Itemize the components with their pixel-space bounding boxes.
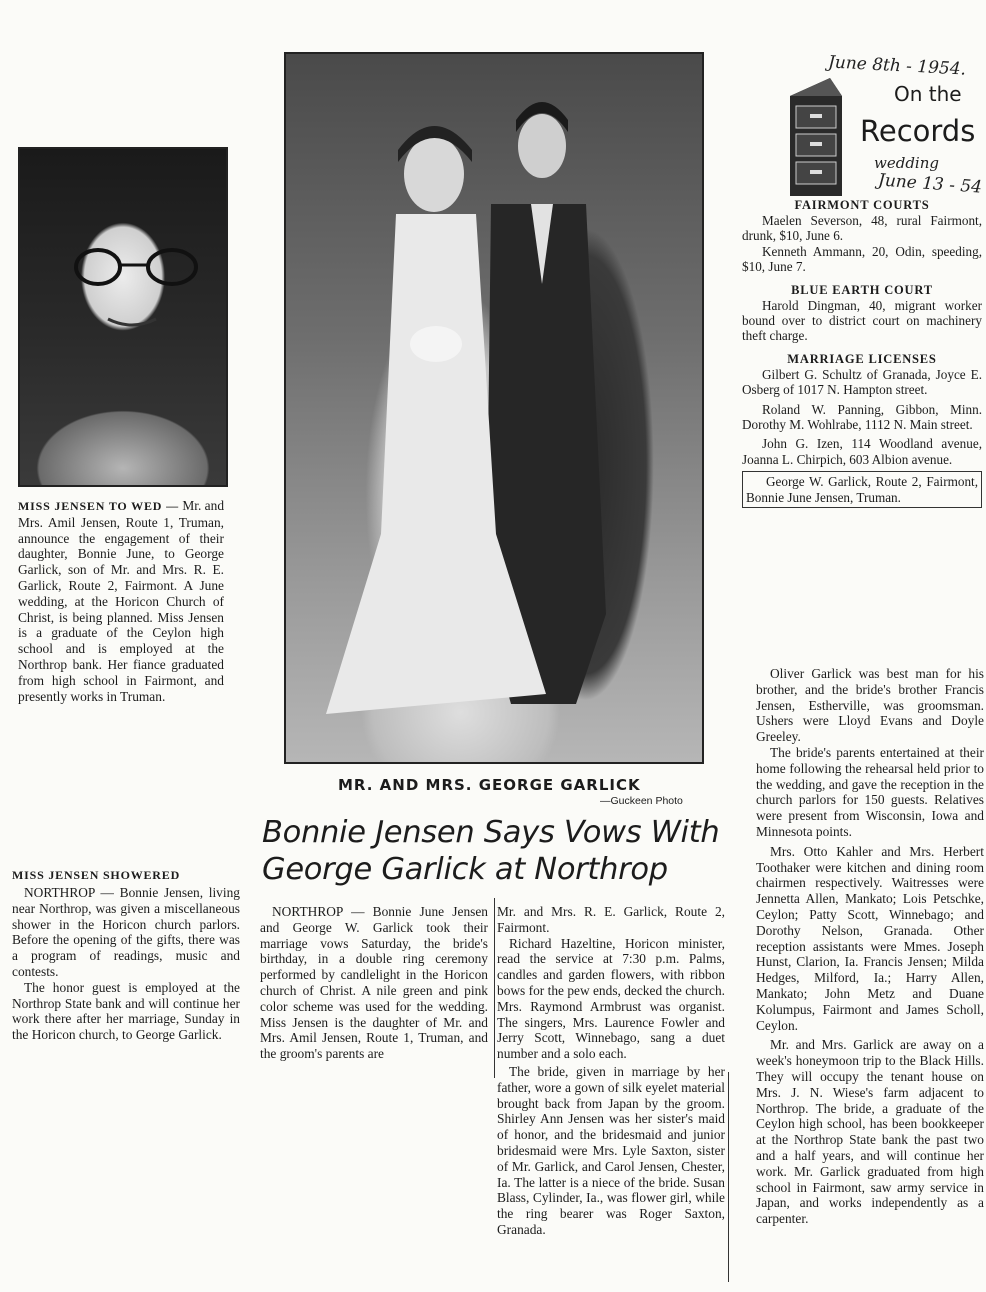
article-col-b-p3: The bride, given in marriage by her father, wore a gown of silk eyelet material brought back from Japan by the groom. Shirley Ann Jensen was her sister's maid of honor, and the bridesmaid and junior bridesmaid were Mrs. Lyle Saxton, sister of Mr. Garlick, and Carol Jensen, Chester, Ia. The latter is a niece of the bride. Susan Blass, Cylinder, Ia., was flower girl, while the ring bearer was Roger Saxton, Granada. [497, 1063, 725, 1237]
column-divider-1 [494, 898, 495, 1078]
engagement-article [18, 498, 224, 704]
handwritten-date-2: June 13 - 54 [877, 170, 983, 198]
records-entry: Kenneth Ammann, 20, Odin, speeding, $10, June 7. [742, 243, 982, 275]
shower-article [12, 868, 240, 1043]
article-col-c-p1: Oliver Garlick was best man for his brother, and the bride's brother Francis Jensen, Estherville, was groomsman. Ushers were Lloyd Evans and Doyle Greeley. [756, 666, 984, 745]
article-col-c-p3: Mrs. Otto Kahler and Mrs. Herbert Toothaker were kitchen and dining room chairmen respectively. Waitresses were Jennetta Allen, Mankato; Lois Petschke, Ceylon; Patty Scott, Winnebago; and Dorothy Nelson, Granada. Other reception assistants were Mmes. Joseph Hunst, Clarion, Ia. Francis Jensen; Milda Hedges, Milford, Ia.; Harry Allen, Mankato; John Metz and Duane Kolumpus, Fairmont and James Scholl, Ceylon. [756, 843, 984, 1033]
article-col-c-p4: Mr. and Mrs. Garlick are away on a week's honeymoon trip to the Black Hills. They will occupy the tenant house on Mrs. J. N. Wiese's farm adjacent to Northrop. The bride, a graduate of the Ceylon high school, has been bookkeeper at the Northrop State bank the past two and a half years, and will continue her work. Mr. Garlick graduated from high school in Fairmont, saw army service in Japan, and works independently as a carpenter. [756, 1037, 984, 1227]
portrait-glasses-illustration [20, 149, 226, 485]
portrait-photo [18, 147, 228, 487]
photo-caption: MR. AND MRS. GEORGE GARLICK [338, 776, 641, 794]
headline-line-2: George Garlick at Northrop [262, 852, 668, 887]
records-section-head-fairmont: FAIRMONT COURTS [794, 198, 930, 212]
records-entry-highlighted: George W. Garlick, Route 2, Fairmont, Bonnie June Jensen, Truman. [742, 471, 982, 508]
records-entry: Maelen Severson, 48, rural Fairmont, drunk, $10, June 6. [742, 213, 982, 244]
article-column-c [756, 666, 984, 1227]
article-col-b-p2: Richard Hazeltine, Horicon minister, read the service at 7:30 p.m. Palms, candles and garden flowers, with ribbon bows for the pew ends, decked the church. Mrs. Raymond Armbrust was organist. The singers, Mrs. Laurence Fowler and Jerry Scott, Winnebago, sang a duet number and a solo each. [497, 935, 725, 1062]
records-header [742, 52, 983, 202]
shower-paragraph-1: NORTHROP — Bonnie Jensen, living near Northrop, was given a miscellaneous shower in the Horicon church parlors. Before the opening of the gifts, there was a program of readings, music and contests. [12, 885, 240, 979]
records-entry: Harold Dingman, 40, migrant worker bound over to district court on machinery theft charge. [742, 297, 982, 344]
article-col-c-p2: The bride's parents entertained at their home following the rehearsal held prior to the wedding, and gave the reception in the church parlors for 150 guests. Relatives were present from Wisconsin, Iowa and Minnesota points. [756, 744, 984, 839]
shower-headline: MISS JENSEN SHOWERED [12, 868, 181, 882]
records-entry: John G. Izen, 114 Woodland avenue, Joanna L. Chirpich, 603 Albion avenue. [742, 436, 982, 467]
article-column-b [497, 904, 725, 1238]
engagement-caption: MISS JENSEN TO WED — [18, 499, 179, 513]
records-entry: Roland W. Panning, Gibbon, Minn. Dorothy M. Wohlrabe, 1112 N. Main street. [742, 401, 982, 433]
records-entry: Gilbert G. Schultz of Granada, Joyce E. Osberg of 1017 N. Hampton street. [742, 366, 982, 398]
engagement-text: Mr. and Mrs. Amil Jensen, Route 1, Truman, announce the engagement of their daughter, Bonnie June, to George Garlick, son of Mr. and Mrs. R. E. Garlick, Route 2, Fairmont. A June wedding, at the Horicon Church of Christ, is being planned. Miss Jensen is a graduate of the Ceylon high school and is employed at the Northrop bank. Her fiance graduated from high school in Fairmont, and presently works in Truman. [18, 498, 225, 704]
wedding-photo [284, 52, 704, 764]
column-divider-2 [728, 1072, 729, 1282]
shower-paragraph-2: The honor guest is employed at the Northrop State bank and will continue her work there after her marriage, Sunday in the Horicon church, to George Garlick. [12, 979, 240, 1043]
photo-credit: —Guckeen Photo [600, 795, 683, 807]
article-col-a-text: NORTHROP — Bonnie June Jensen and George W. Garlick took their marriage vows Saturday, the bride's birthday, in a double ring ceremony performed by candlelight in the Horicon church of Christ. A nile green and pink color scheme was used for the wedding. Miss Jensen is the daughter of Mr. and Mrs. Amil Jensen, Route 1, Truman, and the groom's parents are [260, 904, 488, 1062]
wedding-couple-illustration [286, 54, 702, 762]
records-section-head-blue-earth: BLUE EARTH COURT [791, 282, 933, 297]
article-col-b-p1: Mr. and Mrs. R. E. Garlick, Route 2, Fairmont. [497, 904, 725, 935]
records-title-line-1: On the [894, 82, 962, 106]
article-column-a [260, 904, 488, 1062]
article-headline [262, 814, 742, 888]
handwritten-date-1: June 8th - 1954. [827, 52, 967, 80]
headline-line-1: Bonnie Jensen Says Vows With [262, 815, 720, 850]
records-section-head-marriage: MARRIAGE LICENSES [787, 351, 937, 366]
records-list [742, 198, 982, 508]
handwritten-note: wedding [874, 154, 939, 172]
records-title-line-2: Records [860, 114, 976, 148]
